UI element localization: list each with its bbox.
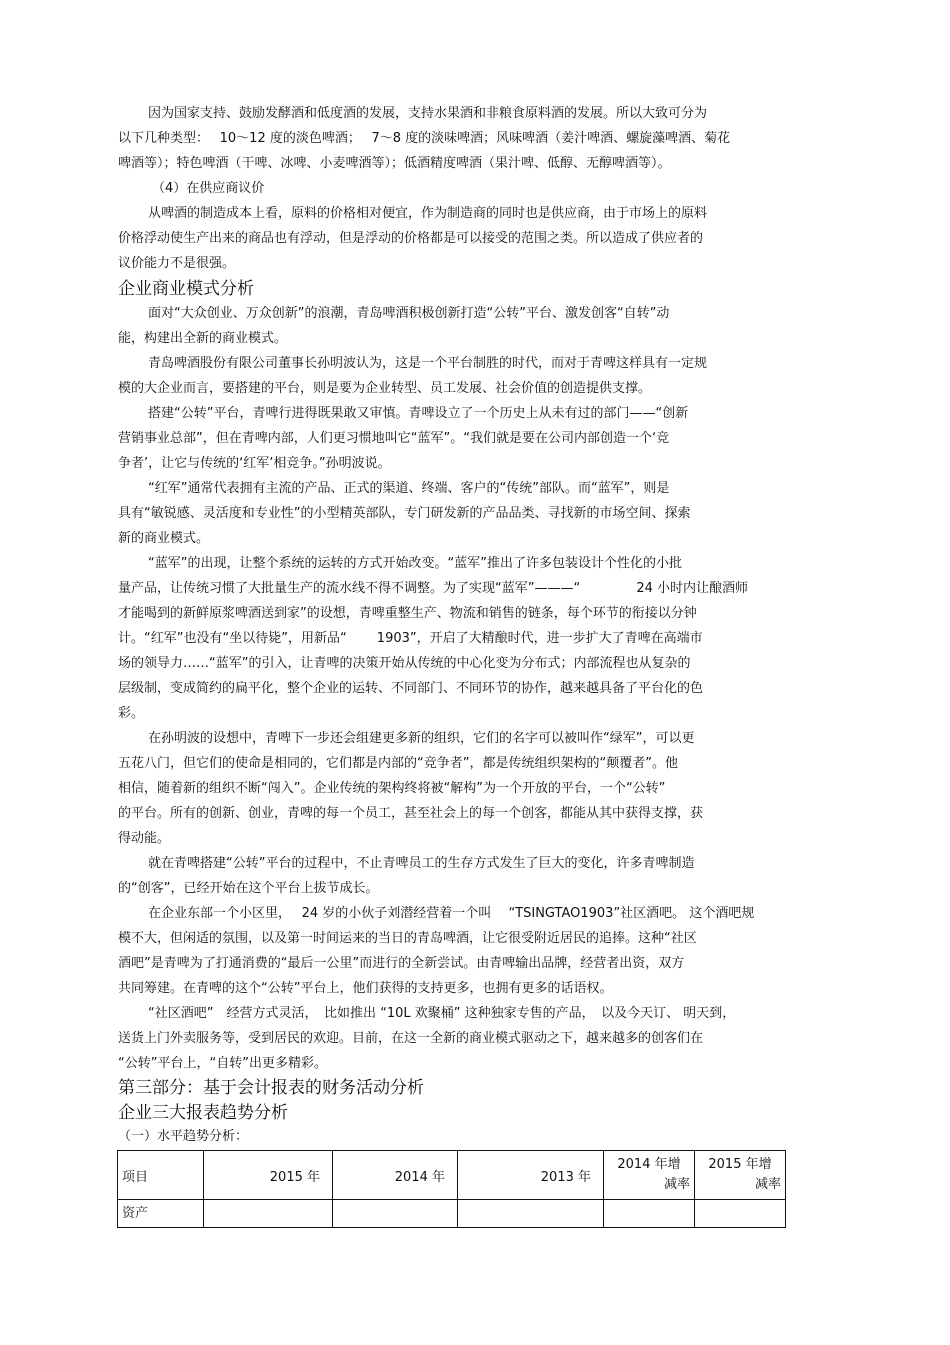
table-header-cell: 2013 年 (458, 1151, 604, 1200)
paragraph-line: 面对“大众创业、万众创新”的浪潮，青岛啤酒积极创新打造“公转”平台、激发创客“自转”动 (148, 306, 670, 321)
table-header-row (118, 1151, 786, 1200)
paragraph-line: 从啤酒的制造成本上看，原料的价格相对便宜，作为制造商的同时也是供应商，由于市场上的原料 (148, 206, 708, 221)
paragraph-line: “社区酒吧” 经营方式灵活， 比如推出 “10L 欢聚桶” 这种独家专售的产品， 以及今天订、 明天到， (148, 1006, 736, 1021)
paragraph-line: “红军”通常代表拥有主流的产品、正式的渠道、终端、客户的“传统”部队。而“蓝军”，则是 (148, 481, 670, 496)
paragraph-line: 模的大企业而言，要搭建的平台，则是要为企业转型、员工发展、社会价值的创造提供支撑。 (118, 381, 652, 396)
table-row (118, 1200, 786, 1228)
paragraph-line: 酒吧”是青啤为了打通消费的“最后一公里”而进行的全新尝试。由青啤输出品牌，经营者出资，双方 (118, 956, 685, 971)
table-header-line: 减率 (663, 1177, 690, 1192)
subsection-heading: （一）水平趋势分析： (118, 1129, 249, 1144)
paragraph-line: 以下几种类型： 10～12 度的淡色啤酒； 7～8 度的淡味啤酒；风味啤酒（姜汁啤酒、螺旋藻啤酒、菊花 (118, 131, 731, 146)
paragraph-line: 的“创客”，已经开始在这个平台上拔节成长。 (118, 881, 379, 896)
table-header-line: 2014 年增 (617, 1157, 681, 1172)
table-cell (604, 1200, 695, 1228)
paragraph-line: 就在青啤搭建“公转”平台的过程中，不止青啤员工的生存方式发生了巨大的变化，许多青啤制造 (148, 856, 695, 871)
table-header-cell: 2015 年 (204, 1151, 333, 1200)
paragraph-line: 才能喝到的新鲜原浆啤酒送到家”的设想，青啤重整生产、物流和销售的链条，每个环节的衔接以分钟 (118, 606, 697, 621)
paragraph-line: 得动能。 (118, 831, 171, 846)
section-heading: 企业三大报表趋势分析 (118, 1103, 288, 1123)
paragraph-line: 五花八门，但它们的使命是相同的，它们都是内部的“竞争者”，都是传统组织架构的“颠覆者”。他 (118, 756, 678, 771)
paragraph-line: 青岛啤酒股份有限公司董事长孙明波认为，这是一个平台制胜的时代，而对于青啤这样具有一定规 (148, 356, 708, 371)
section-heading: 企业商业模式分析 (118, 279, 254, 299)
paragraph-line: 具有“敏锐感、灵活度和专业性”的小型精英部队，专门研发新的产品品类、寻找新的市场空间、探索 (118, 506, 691, 521)
paragraph-line: 能，构建出全新的商业模式。 (118, 331, 288, 346)
paragraph-line: 共同筹建。在青啤的这个“公转”平台上，他们获得的支持更多，也拥有更多的话语权。 (118, 981, 613, 996)
part-heading: 第三部分：基于会计报表的财务活动分析 (118, 1078, 424, 1098)
table-header-cell: 2014 年 (333, 1151, 458, 1200)
paragraph-line: 营销事业总部”，但在青啤内部，人们更习惯地叫它“蓝军”。“我们就是要在公司内部创造一个‘竞 (118, 431, 670, 446)
paragraph-line: 议价能力不是很强。 (118, 256, 236, 271)
table-cell (204, 1200, 333, 1228)
paragraph-line: 彩。 (118, 706, 145, 721)
table-header-cell (695, 1151, 786, 1200)
table-cell (333, 1200, 458, 1228)
paragraph-line: 场的领导力……“蓝军”的引入，让青啤的决策开始从传统的中心化变为分布式；内部流程也从复杂的 (118, 656, 691, 671)
paragraph-line: 相信，随着新的组织不断“闯入”。企业传统的架构终将被“解构”为一个开放的平台，一个“公转” (118, 781, 666, 796)
paragraph-line: 在企业东部一个小区里， 24 岁的小伙子刘潜经营着一个叫 “TSINGTAO1903”社区酒吧。 这个酒吧规 (148, 906, 755, 921)
subsection-heading: （4）在供应商议价 (152, 181, 265, 196)
table-header-line: 减率 (754, 1177, 781, 1192)
paragraph-line: 模不大，但闲适的氛围，以及第一时间运来的当日的青岛啤酒，让它很受附近居民的追捧。这种“社区 (118, 931, 697, 946)
table-header-cell: 项目 (118, 1151, 204, 1200)
paragraph-line: 送货上门外卖服务等，受到居民的欢迎。目前，在这一全新的商业模式驱动之下，越来越多的创客们在 (118, 1031, 704, 1046)
table-header-cell (604, 1151, 695, 1200)
paragraph-line: 争者’，让它与传统的‘红军’相竞争。”孙明波说。 (118, 456, 391, 471)
table-cell (695, 1200, 786, 1228)
horizontal-trend-table (117, 1150, 786, 1228)
paragraph-line: 的平台。所有的创新、创业，青啤的每一个员工，甚至社会上的每一个创客，都能从其中获得支撑，获 (118, 806, 704, 821)
table-cell (458, 1200, 604, 1228)
paragraph-line: “蓝军”的出现，让整个系统的运转的方式开始改变。“蓝军”推出了许多包装设计个性化的小批 (148, 556, 682, 571)
paragraph-line: 搭建“公转”平台，青啤行进得既果敢又审慎。青啤设立了一个历史上从未有过的部门——“创新 (148, 406, 689, 421)
paragraph-line: 在孙明波的设想中，青啤下一步还会组建更多新的组织，它们的名字可以被叫作“绿军”，可以更 (148, 731, 695, 746)
paragraph-line: 计。“红军”也没有“坐以待毙”，用新品“ 1903”，开启了大精酿时代，进一步扩大了青啤在高端市 (118, 631, 703, 646)
paragraph-line: 层级制，变成简约的扁平化，整个企业的运转、不同部门、不同环节的协作，越来越具备了平台化的色 (118, 681, 704, 696)
paragraph-line: 因为国家支持、鼓励发酵酒和低度酒的发展，支持水果酒和非粮食原料酒的发展。所以大致可分为 (148, 106, 708, 121)
paragraph-line: 量产品，让传统习惯了大批量生产的流水线不得不调整。为了实现“蓝军”———“ 24 小时内让酿酒师 (118, 581, 749, 596)
paragraph-line: 啤酒等）；特色啤酒（干啤、冰啤、小麦啤酒等）；低酒精度啤酒（果汁啤、低醇、无醇啤酒等）。 (118, 156, 671, 171)
paragraph-line: 新的商业模式。 (118, 531, 210, 546)
paragraph-line: “公转”平台上，“自转”出更多精彩。 (118, 1056, 327, 1071)
paragraph-line: 价格浮动使生产出来的商品也有浮动，但是浮动的价格都是可以接受的范围之类。所以造成了供应者的 (118, 231, 704, 246)
table-cell: 资产 (118, 1200, 204, 1228)
table-header-line: 2015 年增 (708, 1157, 772, 1172)
